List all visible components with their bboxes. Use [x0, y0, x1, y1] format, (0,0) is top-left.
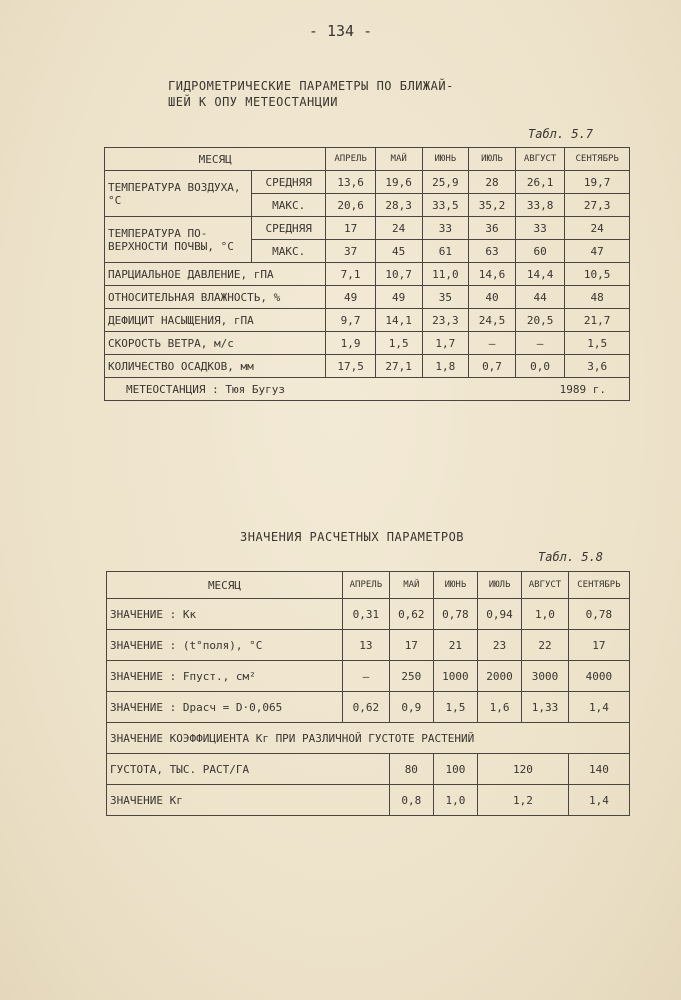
soil-temp-label: ТЕМПЕРАТУРА ПО- ВЕРХНОСТИ ПОЧВЫ, °С: [105, 217, 252, 263]
table-cell: 4000: [568, 661, 629, 692]
table-cell: 21,7: [565, 309, 630, 332]
table-cell: 33,5: [422, 194, 469, 217]
table1-header-month: МЕСЯЦ: [105, 148, 326, 171]
table-cell: 13: [343, 630, 390, 661]
table-cell: 9,7: [326, 309, 375, 332]
air-temp-label: ТЕМПЕРАТУРА ВОЗДУХА, °С: [105, 171, 252, 217]
table2-header-month: МЕСЯЦ: [107, 572, 343, 599]
row-label: ПАРЦИАЛЬНОЕ ДАВЛЕНИЕ, гПА: [105, 263, 326, 286]
table-cell: 19,6: [375, 171, 422, 194]
table-cell: —: [515, 332, 564, 355]
table-row: [107, 785, 630, 816]
table-cell: 23: [477, 630, 521, 661]
table-cell: 25,9: [422, 171, 469, 194]
table-cell: 21: [433, 630, 477, 661]
table-cell: 17,5: [326, 355, 375, 378]
table-cell: 63: [469, 240, 516, 263]
table-cell: 35: [422, 286, 469, 309]
table-cell: 40: [469, 286, 516, 309]
month-header: ИЮНЬ: [433, 572, 477, 599]
table-cell: 7,1: [326, 263, 375, 286]
table-cell: 23,3: [422, 309, 469, 332]
row-label: ДЕФИЦИТ НАСЫЩЕНИЯ, гПА: [105, 309, 326, 332]
table-cell: 10,7: [375, 263, 422, 286]
table-cell: 36: [469, 217, 516, 240]
table-cell: 3000: [522, 661, 569, 692]
table-cell: 20,5: [515, 309, 564, 332]
table-cell: 1,0: [522, 599, 569, 630]
station-year: 1989 г.: [559, 382, 606, 396]
table2-label: Табл. 5.8: [538, 550, 604, 564]
table-cell: 45: [375, 240, 422, 263]
row-label: ЗНАЧЕНИЕ : Dрасч = D·0,065: [107, 692, 343, 723]
table-cell: 17: [326, 217, 375, 240]
month-header: СЕНТЯБРЬ: [568, 572, 629, 599]
table1-title-line2: ШЕЙ К ОПУ МЕТЕОСТАНЦИИ: [168, 95, 338, 109]
month-header: МАЙ: [375, 148, 422, 171]
table-cell: 1,7: [422, 332, 469, 355]
kr-label: ЗНАЧЕНИЕ Kг: [107, 785, 390, 816]
month-header: АВГУСТ: [522, 572, 569, 599]
month-header: ИЮНЬ: [422, 148, 469, 171]
table1-label: Табл. 5.7: [528, 127, 594, 141]
density-label: ГУСТОТА, ТЫС. РАСТ/ГА: [107, 754, 390, 785]
table-cell: 26,1: [515, 171, 564, 194]
table-cell: 10,5: [565, 263, 630, 286]
table-cell: 27,1: [375, 355, 422, 378]
row-sub-label: МАКС.: [252, 194, 326, 217]
table-cell: 100: [433, 754, 477, 785]
table-cell: 2000: [477, 661, 521, 692]
row-label: СКОРОСТЬ ВЕТРА, м/с: [105, 332, 326, 355]
table-cell: 120: [477, 754, 568, 785]
table-cell: 33: [515, 217, 564, 240]
row-label: ЗНАЧЕНИЕ : Fпуст., см²: [107, 661, 343, 692]
hydrometric-table: [104, 147, 630, 401]
month-header: СЕНТЯБРЬ: [565, 148, 630, 171]
table-cell: 0,7: [469, 355, 516, 378]
table-cell: 0,62: [343, 692, 390, 723]
table-cell: 20,6: [326, 194, 375, 217]
table-cell: 0,31: [343, 599, 390, 630]
station-name: МЕТЕОСТАНЦИЯ : Тюя Бугуз: [126, 382, 285, 396]
kr-heading: ЗНАЧЕНИЕ КОЭФФИЦИЕНТА Kг ПРИ РАЗЛИЧНОЙ ГУСТОТЕ РАСТЕНИЙ: [107, 723, 630, 754]
table-cell: 47: [565, 240, 630, 263]
table-cell: 0,9: [389, 692, 433, 723]
table-cell: 14,4: [515, 263, 564, 286]
table-cell: 1,8: [422, 355, 469, 378]
table-cell: 11,0: [422, 263, 469, 286]
table-cell: 22: [522, 630, 569, 661]
design-parameters-table: [106, 571, 630, 816]
row-label: ЗНАЧЕНИЕ : (t°поля), °С: [107, 630, 343, 661]
page-number: - 134 -: [308, 22, 373, 40]
table-cell: 0,78: [433, 599, 477, 630]
table-cell: —: [343, 661, 390, 692]
table-cell: 48: [565, 286, 630, 309]
table-row: [105, 309, 630, 332]
table-cell: 1,33: [522, 692, 569, 723]
table-cell: 0,78: [568, 599, 629, 630]
table-row: [105, 332, 630, 355]
table-row: [107, 661, 630, 692]
table-cell: 14,1: [375, 309, 422, 332]
table-cell: 33: [422, 217, 469, 240]
table-cell: 27,3: [565, 194, 630, 217]
table-cell: —: [469, 332, 516, 355]
table-cell: 61: [422, 240, 469, 263]
table-cell: 1,5: [565, 332, 630, 355]
month-header: АПРЕЛЬ: [343, 572, 390, 599]
month-header: АПРЕЛЬ: [326, 148, 375, 171]
table-cell: 1,2: [477, 785, 568, 816]
table-cell: 1,6: [477, 692, 521, 723]
table-row: [107, 599, 630, 630]
table-row: [107, 692, 630, 723]
table-row: [105, 263, 630, 286]
month-header: МАЙ: [389, 572, 433, 599]
table-cell: 13,6: [326, 171, 375, 194]
table-cell: 1,0: [433, 785, 477, 816]
table-cell: 0,0: [515, 355, 564, 378]
row-sub-label: МАКС.: [252, 240, 326, 263]
table-cell: 1,5: [433, 692, 477, 723]
table-cell: 250: [389, 661, 433, 692]
table-cell: 0,8: [389, 785, 433, 816]
table-row: [105, 286, 630, 309]
table-cell: 49: [375, 286, 422, 309]
table1-title-line1: ГИДРОМЕТРИЧЕСКИЕ ПАРАМЕТРЫ ПО БЛИЖАЙ-: [168, 79, 454, 93]
table-cell: 28: [469, 171, 516, 194]
table-cell: 19,7: [565, 171, 630, 194]
table-cell: 14,6: [469, 263, 516, 286]
table-row: [105, 355, 630, 378]
table-cell: 80: [389, 754, 433, 785]
table-row: [107, 754, 630, 785]
table-cell: 17: [389, 630, 433, 661]
table-cell: 60: [515, 240, 564, 263]
table-cell: 24: [565, 217, 630, 240]
table-cell: 0,62: [389, 599, 433, 630]
row-sub-label: СРЕДНЯЯ: [252, 171, 326, 194]
table2-title: ЗНАЧЕНИЯ РАСЧЕТНЫХ ПАРАМЕТРОВ: [240, 530, 465, 544]
table-cell: 37: [326, 240, 375, 263]
table-cell: 1,4: [568, 692, 629, 723]
table-cell: 24: [375, 217, 422, 240]
month-header: ИЮЛЬ: [477, 572, 521, 599]
table1-footer: [105, 378, 630, 401]
table-cell: 24,5: [469, 309, 516, 332]
month-header: АВГУСТ: [515, 148, 564, 171]
table-cell: 49: [326, 286, 375, 309]
table-cell: 1,4: [568, 785, 629, 816]
table-cell: 140: [568, 754, 629, 785]
table1-title: [168, 78, 548, 110]
row-sub-label: СРЕДНЯЯ: [252, 217, 326, 240]
table-cell: 33,8: [515, 194, 564, 217]
table-cell: 28,3: [375, 194, 422, 217]
table-cell: 44: [515, 286, 564, 309]
table-cell: 3,6: [565, 355, 630, 378]
row-label: ОТНОСИТЕЛЬНАЯ ВЛАЖНОСТЬ, %: [105, 286, 326, 309]
table-cell: 1,9: [326, 332, 375, 355]
row-label: КОЛИЧЕСТВО ОСАДКОВ, мм: [105, 355, 326, 378]
row-label: ЗНАЧЕНИЕ : Kк: [107, 599, 343, 630]
table-cell: 35,2: [469, 194, 516, 217]
table-cell: 1,5: [375, 332, 422, 355]
table-cell: 17: [568, 630, 629, 661]
table-cell: 1000: [433, 661, 477, 692]
month-header: ИЮЛЬ: [469, 148, 516, 171]
table-row: [107, 630, 630, 661]
table-cell: 0,94: [477, 599, 521, 630]
